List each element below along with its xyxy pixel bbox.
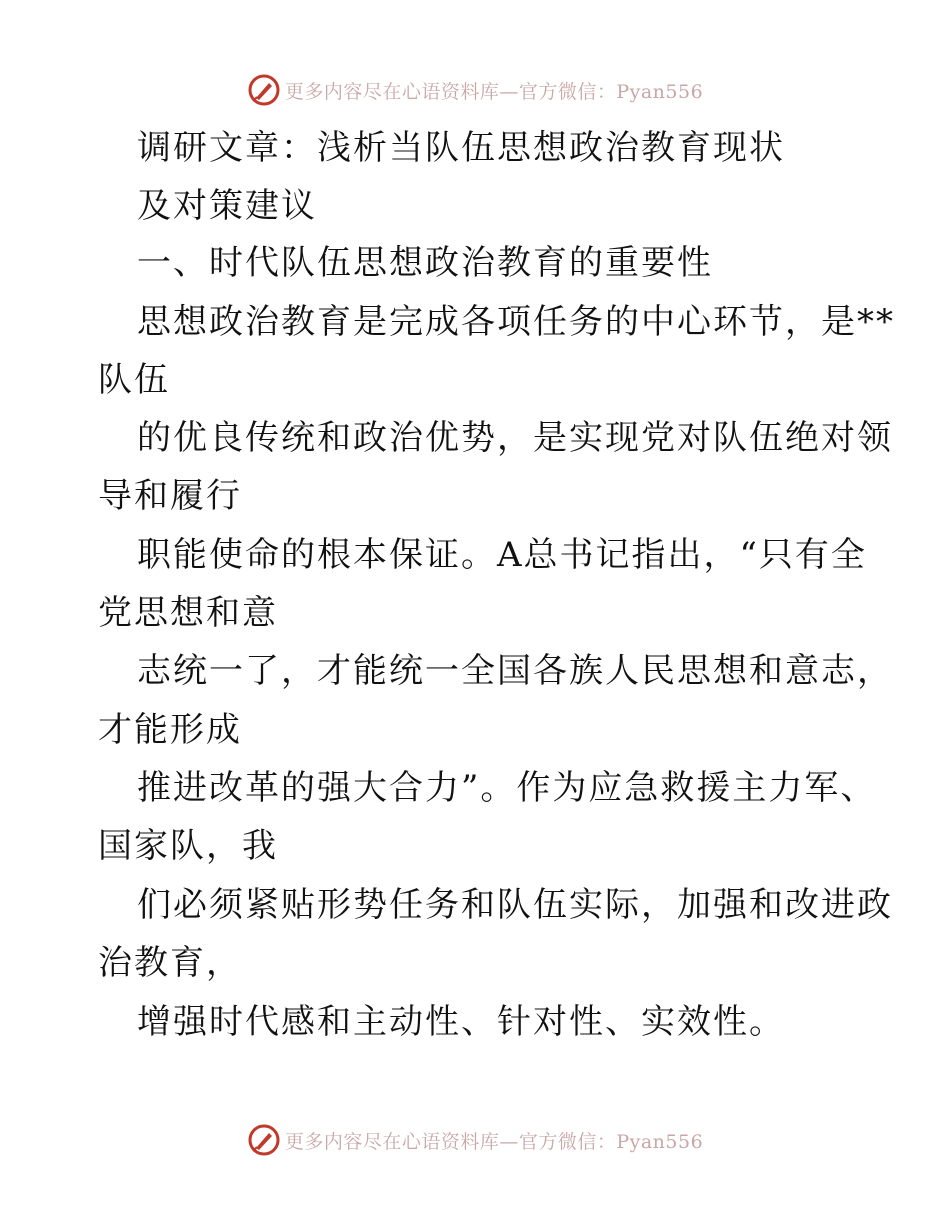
paragraph-line: 职能使命的根本保证。A总书记指出，“只有全	[137, 535, 867, 575]
footer-watermark	[0, 1120, 950, 1160]
paragraph-line: 治教育，	[98, 943, 242, 983]
watermark-text: 更多内容尽在心语资料库—官方微信：Pyan556	[284, 80, 704, 103]
watermark-text: 更多内容尽在心语资料库—官方微信：Pyan556	[284, 1130, 704, 1153]
paragraph-line: 国家队，我	[98, 826, 278, 866]
section-heading: 一、时代队伍思想政治教育的重要性	[137, 243, 713, 283]
red-quill-logo-icon	[247, 1123, 281, 1157]
paragraph-line: 推进改革的强大合力”。作为应急救援主力军、	[137, 768, 877, 808]
paragraph-line: 思想政治教育是完成各项任务的中心环节，是**	[137, 302, 895, 342]
paragraph-line: 们必须紧贴形势任务和队伍实际，加强和改进政	[137, 885, 893, 925]
paragraph-line: 党思想和意	[98, 593, 278, 633]
paragraph-line: 队伍	[98, 360, 170, 400]
paragraph-line: 增强时代感和主动性、针对性、实效性。	[137, 1002, 785, 1042]
paragraph-line: 的优良传统和政治优势，是实现党对队伍绝对领	[137, 418, 893, 458]
paragraph-line: 志统一了，才能统一全国各族人民思想和意志，	[137, 651, 893, 691]
doc-title-line-2: 及对策建议	[137, 186, 317, 226]
paragraph-line: 才能形成	[98, 710, 242, 750]
doc-title-line-1: 调研文章：浅析当队伍思想政治教育现状	[137, 128, 785, 168]
paragraph-line: 导和履行	[98, 476, 242, 516]
